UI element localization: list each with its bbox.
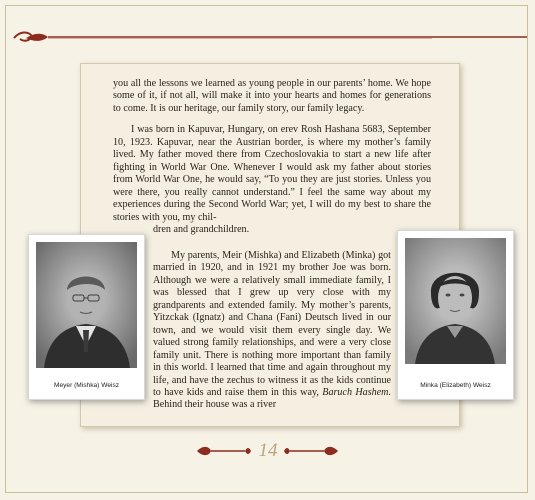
top-ornament (12, 28, 532, 48)
paragraph-1: you all the lessons we learned as young people in our parents’ home. We hope some of it, if not all, will make it into your hearts and homes for generations to come. It is our heritage, our family story, our family legacy. (113, 78, 431, 114)
paragraph-3-text: My parents, Meir (Mishka) and Elizabeth (Minka) got married in 1920, and in 1921 my brother Joe was born. Although we were a relatively small immediate family, I was blessed that I grew up very close with my grandparents and extended family. My mother’s parents, Yitzckak (Ignatz) and Chana (Fani) Deutsch lived in our town, and we would visit them every single day. We valued strong family relationships, and were a very close family unit. There is nothing more important than family in this world. I learned that time and again throughout my life, and have the zechus to witness it as the kids continue to have kids and raise them in this way, (153, 250, 391, 398)
text-column-narrow (153, 250, 391, 412)
photo-card-meyer (28, 234, 145, 400)
photo-card-minka (397, 230, 514, 400)
photo-caption-right: Minka (Elizabeth) Weisz (420, 382, 491, 389)
portrait-photo-woman (405, 238, 506, 364)
text-column (113, 78, 431, 236)
photo-caption-left: Meyer (Mishka) Weisz (53, 382, 120, 389)
page-number: 14 (258, 440, 278, 461)
paragraph-3-italic: Baruch Hashem. (322, 386, 391, 398)
paragraph-2: I was born in Kapuvar, Hungary, on erev Rosh Hashana 5683, September 10, 1923. Kapuvar, near the Austrian border, is where my mother’s family lived. My father moved there from Czechoslovakia to start a new life after fighting in World War One. Whenever I would ask my father about stories from World War One, he would say, “To you they are just stories. Unless you were there, you really cannot understand.” I feel the same way about my experiences during the Second World War; yet, I will do my best to share the stories with you, my chil- (113, 124, 431, 223)
paragraph-3-end: Behind their house was a river (153, 399, 277, 411)
paragraph-3 (153, 250, 391, 412)
portrait-photo-man (36, 242, 137, 368)
paragraph-2-end: dren and grandchildren. (153, 223, 250, 235)
